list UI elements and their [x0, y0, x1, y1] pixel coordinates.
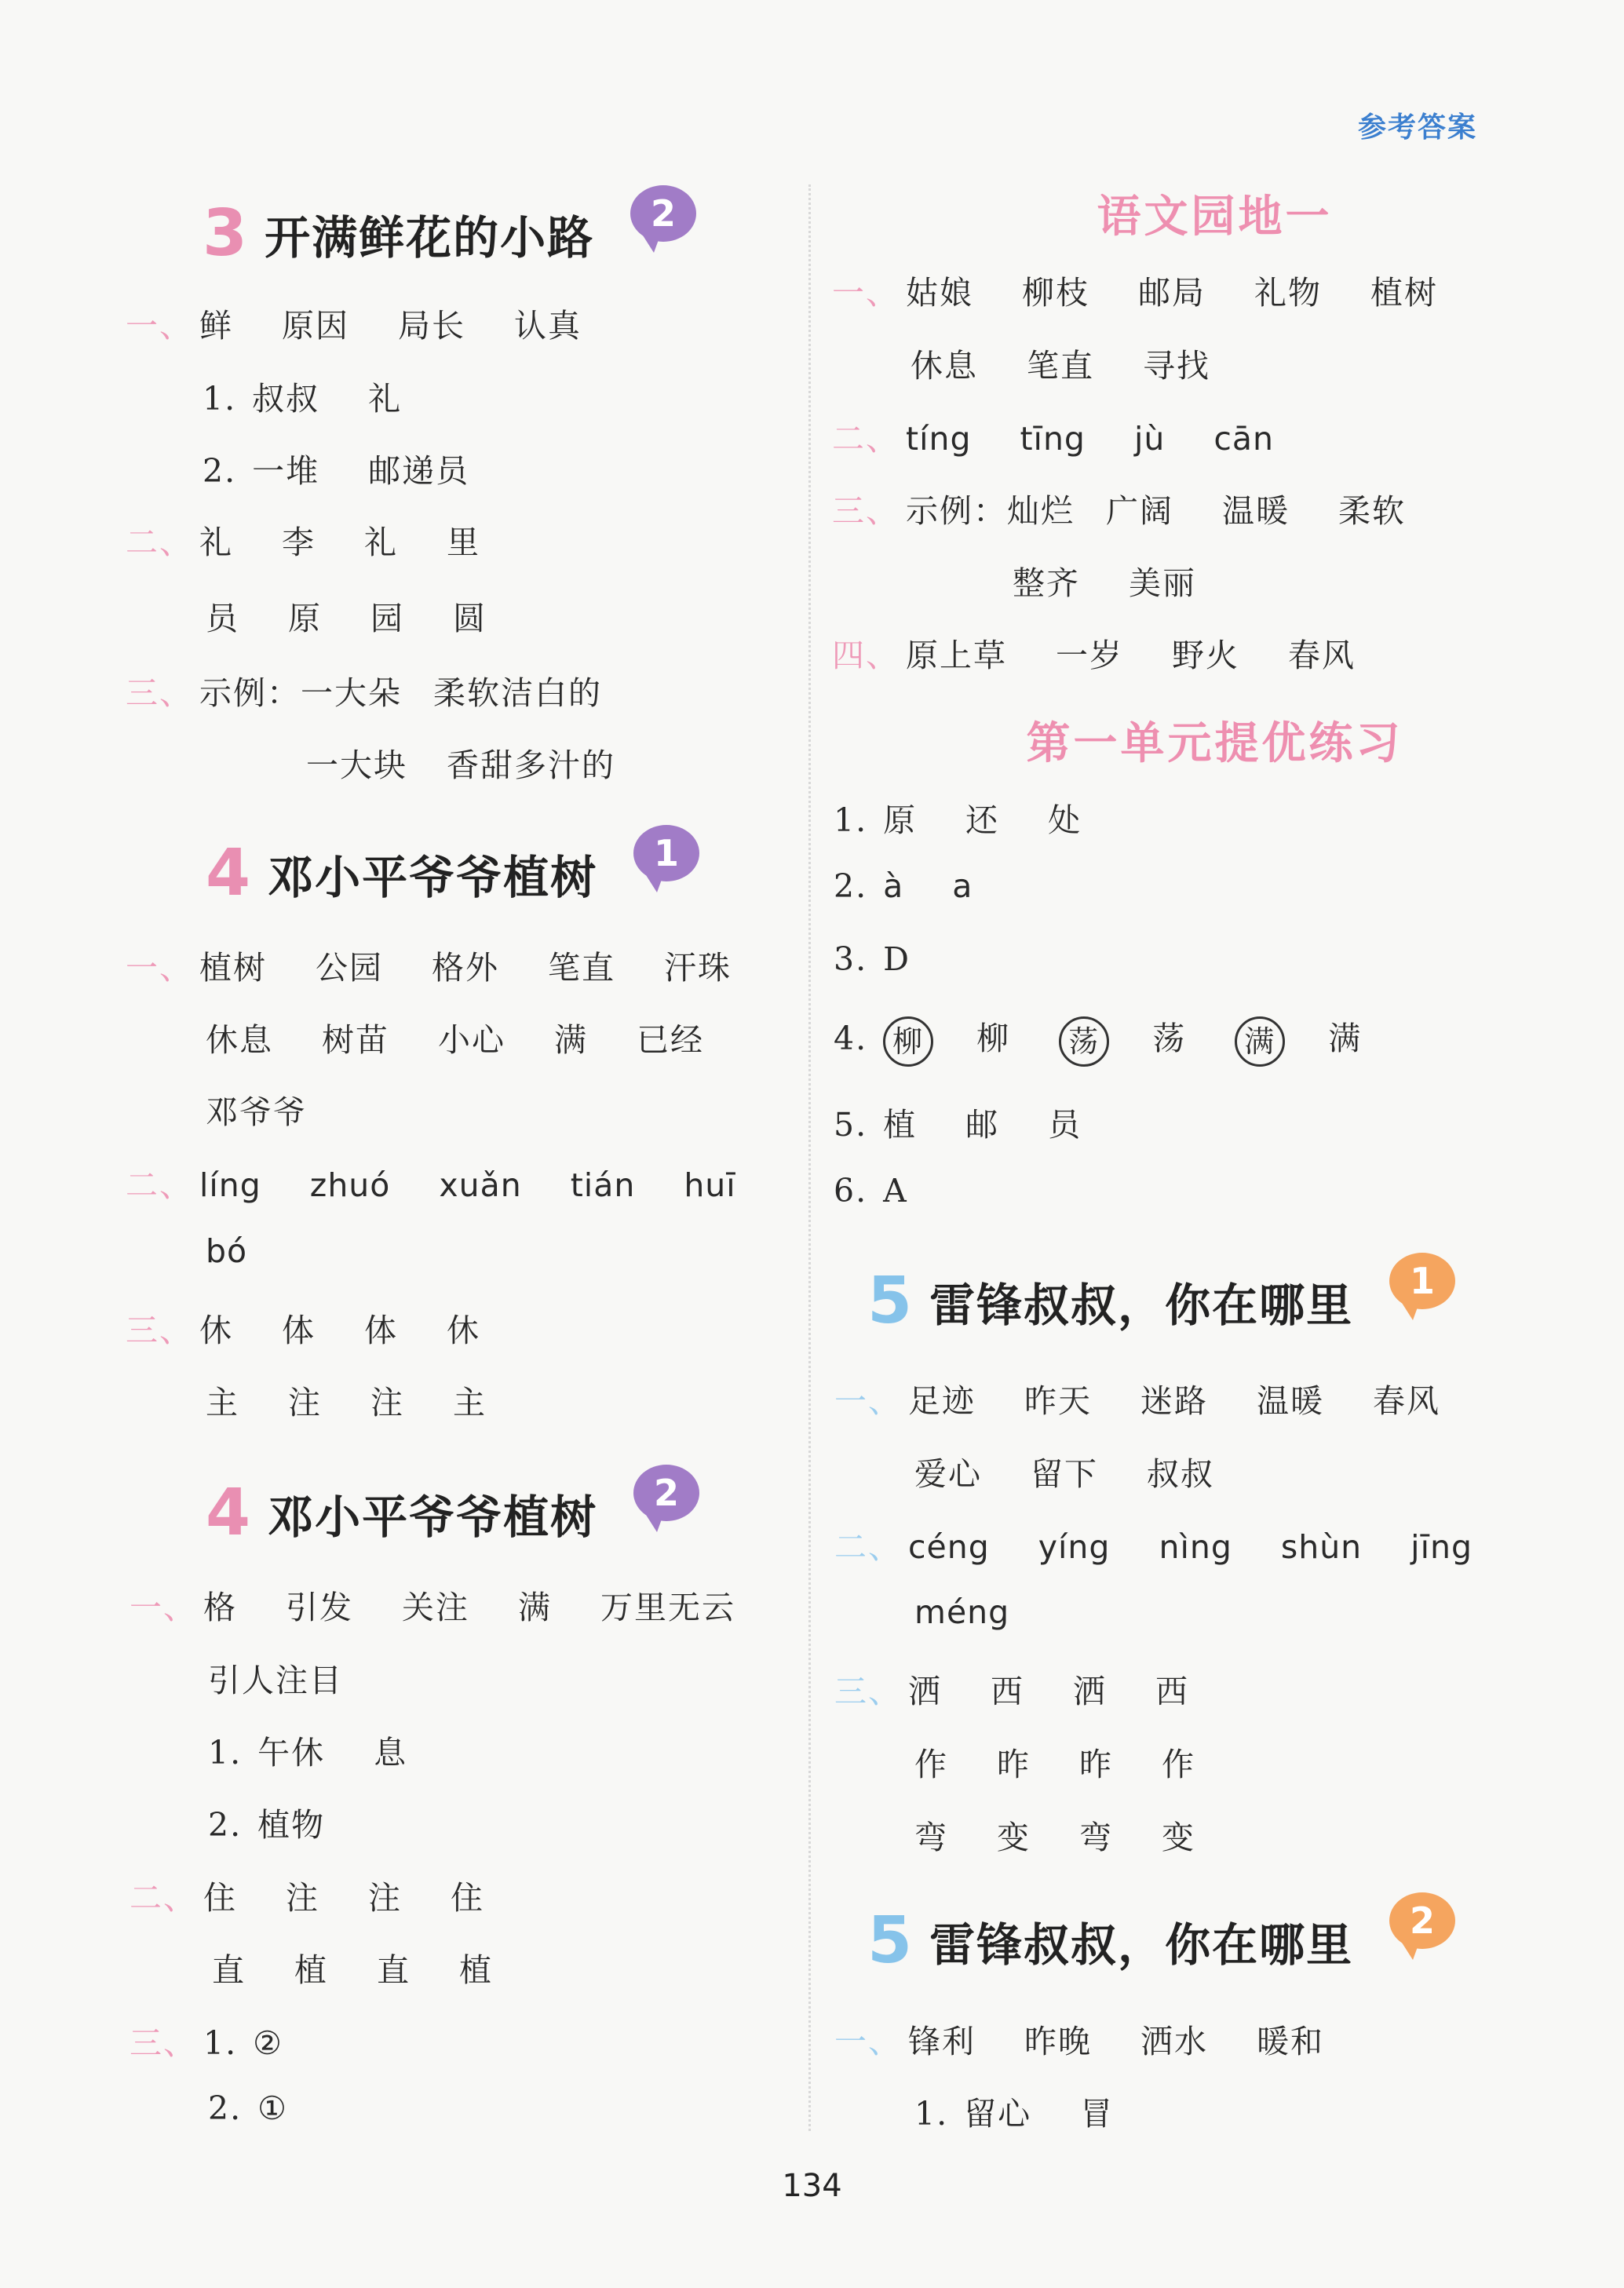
answer-text: 示例：灿烂	[906, 492, 1075, 530]
lesson-4-part1-heading	[206, 832, 679, 910]
answer-text: 笔直	[1027, 347, 1094, 385]
answer-text: 姑娘	[906, 274, 973, 312]
answer-text: 植树	[1370, 274, 1438, 312]
answer-line	[126, 942, 732, 988]
answer-text: nìng	[1159, 1528, 1232, 1566]
answer-line	[834, 1013, 1362, 1067]
answer-text: 还	[965, 801, 1000, 839]
answer-text: 引发	[286, 1589, 353, 1626]
answer-text: 注	[286, 1879, 319, 1917]
answer-text: zhuó	[309, 1166, 391, 1204]
answer-text: 认真	[514, 307, 582, 345]
lesson-number: 3	[203, 196, 248, 271]
answer-text: 格外	[432, 949, 499, 987]
lesson-5-part2-heading	[867, 1899, 1435, 1978]
answer-text: 体	[364, 1312, 398, 1349]
answer-text: 洒水	[1140, 2023, 1208, 2060]
answer-text: 示例：一大朵	[199, 674, 402, 712]
answer-text: 邮	[965, 1106, 1000, 1144]
answer-text: 圆	[453, 600, 487, 637]
answer-text: 礼物	[1254, 274, 1322, 312]
answer-line	[1013, 557, 1196, 604]
answer-text: 昨	[1079, 1746, 1113, 1783]
answer-text: 西	[991, 1673, 1024, 1710]
answer-text: 李	[282, 524, 316, 561]
answer-text: shùn	[1280, 1528, 1363, 1566]
answer-line	[914, 1593, 1009, 1631]
answer-text: 叔叔	[1147, 1455, 1214, 1493]
answer-line	[126, 1305, 480, 1351]
answer-text: 原因	[282, 307, 349, 345]
answer-text: 邮局	[1138, 274, 1206, 312]
answer-text: 园	[370, 600, 404, 637]
answer-text: 主	[453, 1384, 487, 1421]
lesson-title: 邓小平爷爷植树	[268, 850, 598, 904]
answer-line	[832, 629, 1356, 676]
answer-text: céng	[908, 1528, 990, 1566]
section-marker: 一、	[834, 2023, 902, 2060]
section-marker: 一、	[130, 1589, 197, 1626]
answer-text: 整齐	[1013, 564, 1080, 602]
answer-text: 息	[374, 1734, 408, 1772]
answer-line	[914, 2088, 1114, 2134]
answer-text: jù	[1133, 420, 1166, 458]
answer-text: 原	[288, 600, 322, 637]
answer-text: 一岁	[1056, 637, 1123, 674]
practice-badge: 1	[1389, 1253, 1455, 1309]
answer-line	[306, 739, 615, 786]
answer-line	[203, 373, 402, 419]
answer-line	[834, 940, 911, 978]
answer-text: bó	[206, 1232, 248, 1270]
answer-text: A	[883, 1172, 908, 1210]
section-marker: 一、	[126, 949, 193, 987]
section-marker: 三、	[126, 1312, 193, 1349]
answer-line	[208, 1799, 325, 1845]
answer-text: 昨晚	[1024, 2023, 1092, 2060]
answer-text: 主	[206, 1384, 239, 1421]
answer-text: 弯	[1079, 1819, 1113, 1856]
answer-text: 西	[1155, 1673, 1189, 1710]
answer-line	[206, 1377, 487, 1423]
answer-line	[206, 1232, 247, 1270]
answer-text: 3.	[834, 940, 868, 978]
answer-text: 作	[914, 1746, 948, 1783]
answer-text: 寻找	[1143, 347, 1210, 385]
answer-text: 锋利	[908, 2023, 976, 2060]
section-marker: 二、	[832, 420, 900, 458]
answer-line	[208, 1727, 407, 1773]
answer-line	[834, 1172, 908, 1210]
answer-line	[126, 1159, 736, 1206]
answer-text: 5.	[834, 1106, 868, 1144]
answer-line	[911, 340, 1210, 386]
answer-text: 1.	[208, 1734, 243, 1772]
lesson-title: 雷锋叔叔，你在哪里	[929, 1278, 1354, 1332]
answer-line	[126, 300, 582, 346]
answer-line	[832, 413, 1274, 459]
answer-text: 原	[883, 801, 918, 839]
answer-text: 万里无云	[600, 1589, 735, 1626]
lesson-title: 雷锋叔叔，你在哪里	[929, 1918, 1354, 1972]
answer-text: 变	[997, 1819, 1031, 1856]
answer-line	[914, 1448, 1214, 1494]
practice-badge: 2	[1389, 1892, 1455, 1949]
section-marker: 三、	[834, 1673, 902, 1710]
lesson-number: 5	[867, 1903, 913, 1978]
answer-text: 休息	[911, 347, 978, 385]
answer-text: 直	[377, 1951, 411, 1989]
answer-line	[208, 2089, 288, 2127]
answer-line	[834, 794, 1082, 841]
answer-text: 植	[883, 1106, 918, 1144]
answer-text: 足迹	[908, 1382, 976, 1420]
answer-text: 满	[554, 1021, 588, 1059]
answer-text: ②	[253, 2024, 283, 2062]
answer-text: a	[952, 867, 973, 905]
section-marker: 二、	[130, 1879, 197, 1917]
answer-line	[834, 1666, 1189, 1712]
answer-text: tián	[570, 1166, 636, 1204]
answer-text: 1.	[203, 2024, 238, 2062]
answer-text: 作	[1162, 1746, 1195, 1783]
answer-text: 住	[203, 1879, 237, 1917]
answer-text: 冒	[1080, 2095, 1115, 2133]
answer-text: 一大块	[306, 746, 407, 784]
answer-text: 迷路	[1140, 1382, 1208, 1420]
circled-char: 满	[1235, 1016, 1285, 1067]
answer-text: 春风	[1373, 1382, 1440, 1420]
answer-text: 美丽	[1129, 564, 1196, 602]
section-marker: 一、	[832, 274, 900, 312]
answer-text: 1.	[834, 801, 868, 839]
answer-text: 野火	[1172, 637, 1239, 674]
answer-text: 叔叔	[252, 380, 320, 418]
answer-text: 1.	[203, 380, 237, 418]
answer-text: 春风	[1288, 637, 1356, 674]
answer-text: D	[883, 940, 911, 978]
answer-text: à	[883, 867, 904, 905]
answer-text: 柔软	[1338, 492, 1406, 530]
lesson-5-part1-heading	[867, 1260, 1435, 1338]
answer-text: 暖和	[1257, 2023, 1324, 2060]
lesson-number: 5	[867, 1264, 913, 1338]
answer-text: 植	[459, 1951, 493, 1989]
answer-text: 小心	[438, 1021, 505, 1059]
answer-line	[126, 667, 602, 713]
answer-text: 4.	[834, 1020, 868, 1057]
answer-text: 注	[370, 1384, 404, 1421]
answer-text: 一堆	[252, 452, 320, 490]
answer-text: xuǎn	[439, 1166, 522, 1204]
answer-text: 里	[447, 524, 480, 561]
answer-text: 2.	[208, 2089, 243, 2127]
answer-text: 鲜	[199, 307, 233, 345]
answer-text: 处	[1048, 801, 1082, 839]
answer-line	[212, 1944, 493, 1991]
answer-text: 注	[288, 1384, 322, 1421]
answer-text: 邓爷爷	[206, 1093, 307, 1131]
answer-line	[834, 2016, 1324, 2062]
answer-text: méng	[914, 1593, 1010, 1631]
answer-line	[832, 267, 1438, 313]
answer-text: 昨天	[1024, 1382, 1092, 1420]
lesson-title: 邓小平爷爷植树	[268, 1490, 598, 1544]
answer-text: 柳枝	[1022, 274, 1089, 312]
answer-line	[208, 1655, 343, 1701]
practice-badge: 2	[630, 185, 696, 242]
answer-text: 2.	[834, 867, 868, 905]
answer-text: 柔软洁白的	[433, 674, 602, 712]
answer-text: 树苗	[322, 1021, 389, 1059]
answer-text: tīng	[1020, 420, 1086, 458]
answer-text: 变	[1162, 1819, 1195, 1856]
answer-line	[834, 867, 973, 905]
answer-line	[914, 1812, 1195, 1858]
section-marker: 二、	[126, 524, 193, 561]
answer-text: 体	[282, 1312, 316, 1349]
answer-text: 2.	[208, 1806, 243, 1844]
answer-text: 2.	[203, 452, 237, 490]
answer-text: 1.	[914, 2095, 949, 2133]
answer-line	[206, 1014, 704, 1060]
answer-line	[203, 445, 469, 491]
section-marker: 四、	[832, 637, 900, 674]
answer-text: 礼	[364, 524, 398, 561]
answer-line	[832, 485, 1406, 531]
practice-badge: 1	[633, 825, 699, 881]
answer-text: 洒	[908, 1673, 942, 1710]
answer-text: 满	[518, 1589, 552, 1626]
lesson-4-part2-heading	[206, 1472, 679, 1550]
answer-text: 植	[294, 1951, 328, 1989]
answer-text: 邮递员	[368, 452, 470, 490]
lesson-number: 4	[206, 836, 251, 910]
answer-line	[130, 1872, 484, 1918]
answer-text: líng	[199, 1166, 261, 1204]
answer-text: 留心	[964, 2095, 1032, 2133]
section-marker: 二、	[834, 1528, 902, 1566]
answer-text: yíng	[1038, 1528, 1111, 1566]
answer-line	[206, 1086, 307, 1133]
answer-text: 植树	[199, 949, 267, 987]
answer-text: 住	[451, 1879, 484, 1917]
practice-badge: 2	[633, 1465, 699, 1521]
section-marker: 一、	[834, 1382, 902, 1420]
circled-char: 荡	[1059, 1016, 1109, 1067]
answer-text: 爱心	[914, 1455, 982, 1493]
answer-text: 留下	[1031, 1455, 1098, 1493]
answer-text: 原上草	[906, 637, 1007, 674]
answer-text: ①	[257, 2089, 288, 2127]
answer-text: 柳	[976, 1020, 1011, 1057]
answer-text: 温暖	[1257, 1382, 1324, 1420]
answer-text: 温暖	[1222, 492, 1290, 530]
answer-text: 午休	[257, 1734, 326, 1772]
answer-text: 广阔	[1106, 492, 1173, 530]
answer-line	[834, 1099, 1082, 1145]
answer-text: 昨	[997, 1746, 1031, 1783]
answer-text: 引人注目	[208, 1662, 343, 1699]
answer-text: huī	[684, 1166, 736, 1204]
answer-line	[130, 1582, 735, 1628]
section-title-unit-practice: 第一单元提优练习	[1026, 718, 1403, 769]
answer-text: jīng	[1411, 1528, 1473, 1566]
circled-char: 柳	[883, 1016, 933, 1067]
section-marker: 二、	[126, 1166, 193, 1204]
answer-text: 休	[447, 1312, 480, 1349]
answer-text: 笔直	[548, 949, 615, 987]
answer-text: 员	[1048, 1106, 1082, 1144]
lesson-title: 开满鲜花的小路	[265, 210, 595, 265]
section-marker: 一、	[126, 307, 193, 345]
section-marker: 三、	[130, 2024, 197, 2062]
answer-text: 礼	[368, 380, 403, 418]
answer-text: 已经	[637, 1021, 704, 1059]
answer-text: 格	[203, 1589, 237, 1626]
page-number: 134	[782, 2168, 842, 2204]
column-divider	[808, 184, 811, 2131]
answer-text: 植物	[257, 1806, 326, 1844]
answer-text: 满	[1328, 1020, 1363, 1057]
lesson-3-heading	[203, 192, 676, 271]
answer-line	[914, 1739, 1195, 1785]
answer-line	[130, 2017, 283, 2064]
lesson-number: 4	[206, 1476, 251, 1550]
answer-key-tag: 参考答案	[1358, 111, 1478, 144]
answer-text: 香甜多汁的	[447, 746, 615, 784]
answer-text: cān	[1213, 420, 1275, 458]
answer-line	[834, 1375, 1440, 1421]
answer-text: tíng	[906, 420, 972, 458]
answer-text: 注	[368, 1879, 402, 1917]
answer-text: 荡	[1152, 1020, 1187, 1057]
answer-text: 员	[206, 600, 239, 637]
answer-text: 休	[199, 1312, 233, 1349]
section-marker: 三、	[832, 492, 900, 530]
answer-text: 洒	[1073, 1673, 1107, 1710]
answer-text: 局长	[398, 307, 465, 345]
answer-text: 汗珠	[664, 949, 732, 987]
answer-line	[206, 593, 487, 639]
answer-line	[834, 1521, 1473, 1567]
section-marker: 三、	[126, 674, 193, 712]
section-title-yuwen-garden: 语文园地一	[1097, 192, 1333, 243]
answer-text: 关注	[402, 1589, 469, 1626]
answer-text: 直	[212, 1951, 246, 1989]
answer-text: 休息	[206, 1021, 273, 1059]
answer-text: 弯	[914, 1819, 948, 1856]
answer-text: 礼	[199, 524, 233, 561]
answer-text: 公园	[316, 949, 383, 987]
answer-line	[126, 516, 480, 563]
answer-text: 6.	[834, 1172, 868, 1210]
